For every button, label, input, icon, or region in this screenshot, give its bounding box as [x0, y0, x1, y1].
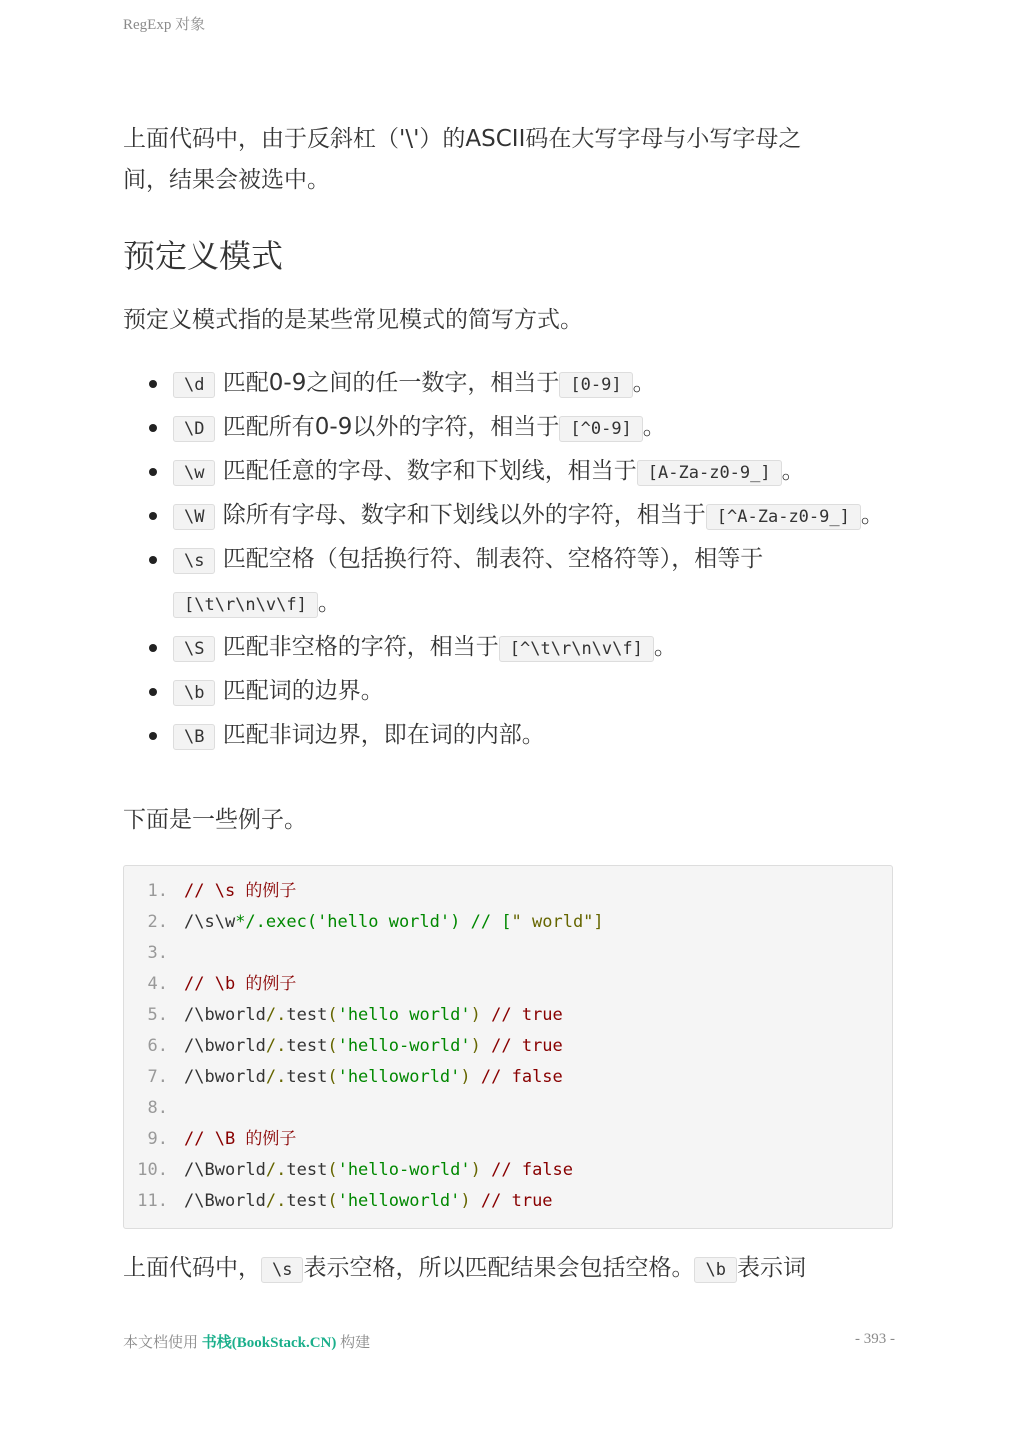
code-string: 'helloworld' — [337, 1067, 461, 1087]
line-number: 8. — [147, 1098, 168, 1118]
list-item — [173, 670, 923, 714]
code-block — [123, 865, 893, 1229]
examples-intro: 下面是一些例子。 — [123, 807, 307, 833]
intro-line-1: 上面代码中，由于反斜杠（'\'）的ASCII码在大写字母与小写字母之 — [123, 126, 802, 152]
inline-code: \b — [694, 1257, 736, 1283]
code-line — [124, 1186, 553, 1217]
code-line — [124, 1155, 573, 1186]
inline-code: \d — [173, 372, 215, 398]
outro-prefix: 上面代码中， — [123, 1255, 261, 1281]
code-method: test — [286, 1191, 328, 1211]
definition-text: 匹配任意的字母、数字和下划线，相当于 — [215, 458, 637, 484]
code-line — [124, 907, 604, 938]
code-punct: ) — [460, 1067, 471, 1087]
inline-code: [A-Za-z0-9_] — [637, 460, 782, 486]
code-comment: // false — [480, 1160, 574, 1180]
code-line — [124, 1093, 184, 1124]
inline-code: \s — [173, 548, 215, 574]
definition-list — [123, 362, 923, 758]
code-line — [124, 1031, 563, 1062]
definition-text: 匹配空格（包括换行符、制表符、空格符等），相等于 — [215, 546, 764, 572]
list-item — [173, 406, 923, 450]
definition-end: 。 — [642, 414, 666, 440]
footer-prefix: 本文档使用 — [123, 1335, 202, 1351]
code-punct: /. — [265, 1191, 287, 1211]
code-string: 'hello world' — [337, 1005, 471, 1025]
line-number: 5. — [147, 1005, 168, 1025]
code-line — [124, 1000, 563, 1031]
code-string: 'helloworld' — [337, 1191, 461, 1211]
code-comment: // \B 的例子 — [184, 1129, 297, 1149]
line-number: 1. — [147, 881, 168, 901]
definition-end: 。 — [632, 370, 656, 396]
code-string: " world"] — [511, 912, 604, 932]
definition-text: 匹配非空格的字符，相当于 — [215, 634, 499, 660]
line-number: 7. — [147, 1067, 168, 1087]
definition-text: 除所有字母、数字和下划线以外的字符，相当于 — [215, 502, 706, 528]
inline-code: [0-9] — [559, 372, 632, 398]
code-line — [124, 876, 296, 907]
code-regex: /\bworld — [184, 1005, 266, 1025]
definition-text: 匹配0-9之间的任一数字，相当于 — [215, 370, 560, 396]
line-number: 2. — [147, 912, 168, 932]
definition-text: 匹配词的边界。 — [215, 678, 384, 704]
intro-paragraph — [123, 119, 893, 201]
definition-end: 。 — [317, 590, 341, 616]
code-line — [124, 1124, 296, 1155]
outro-mid: 表示空格，所以匹配结果会包括空格。 — [303, 1255, 695, 1281]
code-string: 'hello-world' — [337, 1036, 471, 1056]
intro-line-2: 间，结果会被选中。 — [123, 167, 330, 193]
outro-suffix: 表示词 — [736, 1255, 806, 1281]
inline-code: \w — [173, 460, 215, 486]
inline-code: [^A-Za-z0-9_] — [706, 504, 861, 530]
code-punct: ( — [327, 1005, 338, 1025]
code-punct: ( — [327, 1036, 338, 1056]
code-regex: /\s\w — [184, 912, 236, 932]
code-punct: /. — [265, 1005, 287, 1025]
code-punct: ) — [470, 1160, 481, 1180]
inline-code: \s — [261, 1257, 303, 1283]
definition-text: 匹配非词边界，即在词的内部。 — [215, 722, 545, 748]
list-item — [173, 714, 923, 758]
code-comment: // true — [480, 1036, 563, 1056]
inline-code: \B — [173, 724, 215, 750]
code-regex: /\bworld — [184, 1067, 266, 1087]
inline-code: [\t\r\n\v\f] — [173, 592, 318, 618]
list-item — [173, 538, 923, 626]
code-punct: ( — [327, 1191, 338, 1211]
section-description: 预定义模式指的是某些常见模式的简写方式。 — [123, 307, 583, 333]
line-number: 4. — [147, 974, 168, 994]
inline-code: \D — [173, 416, 215, 442]
definition-text: 匹配所有0-9以外的字符，相当于 — [215, 414, 560, 440]
page-number: - 393 - — [855, 1331, 895, 1347]
code-line — [124, 1062, 563, 1093]
code-punct: /. — [265, 1067, 287, 1087]
list-item — [173, 362, 923, 406]
line-number: 6. — [147, 1036, 168, 1056]
line-number: 3. — [147, 943, 168, 963]
definition-end: 。 — [860, 502, 884, 528]
code-comment: // false — [470, 1067, 563, 1087]
code-punct: ) — [470, 1005, 481, 1025]
code-regex: /\Bworld — [184, 1160, 266, 1180]
code-method: test — [286, 1036, 328, 1056]
inline-code: \b — [173, 680, 215, 706]
line-number: 10. — [137, 1160, 168, 1180]
code-comment: // true — [480, 1005, 563, 1025]
section-heading: 预定义模式 — [123, 237, 284, 275]
code-punct: ( — [327, 1067, 338, 1087]
code-method: test — [286, 1005, 328, 1025]
inline-code: [^\t\r\n\v\f] — [499, 636, 654, 662]
definition-end: 。 — [653, 634, 677, 660]
list-item — [173, 494, 923, 538]
code-line — [124, 969, 296, 1000]
code-punct: /. — [265, 1036, 287, 1056]
code-punct: /. — [265, 1160, 287, 1180]
code-comment: // true — [470, 1191, 553, 1211]
code-punct: ( — [327, 1160, 338, 1180]
list-item — [173, 450, 923, 494]
code-method: test — [286, 1067, 328, 1087]
code-punct: ) — [470, 1036, 481, 1056]
outro-paragraph — [123, 1248, 893, 1291]
code-comment: // \b 的例子 — [184, 974, 297, 994]
list-item — [173, 626, 923, 670]
code-regex: /\Bworld — [184, 1191, 266, 1211]
code-string: */.exec('hello world') // [ — [235, 912, 512, 932]
code-string: 'hello-world' — [337, 1160, 471, 1180]
running-header: RegExp 对象 — [123, 17, 206, 33]
footer-credit — [123, 1331, 370, 1352]
definition-end: 。 — [781, 458, 805, 484]
line-number: 9. — [147, 1129, 168, 1149]
code-comment: // \s 的例子 — [184, 881, 297, 901]
footer-suffix: 构建 — [336, 1335, 371, 1351]
inline-code: [^0-9] — [559, 416, 642, 442]
inline-code: \W — [173, 504, 215, 530]
inline-code: \S — [173, 636, 215, 662]
brand-link[interactable]: 书栈(BookStack.CN) — [201, 1335, 337, 1351]
line-number: 11. — [137, 1191, 168, 1211]
code-line — [124, 938, 184, 969]
code-punct: ) — [460, 1191, 471, 1211]
code-method: test — [286, 1160, 328, 1180]
code-regex: /\bworld — [184, 1036, 266, 1056]
